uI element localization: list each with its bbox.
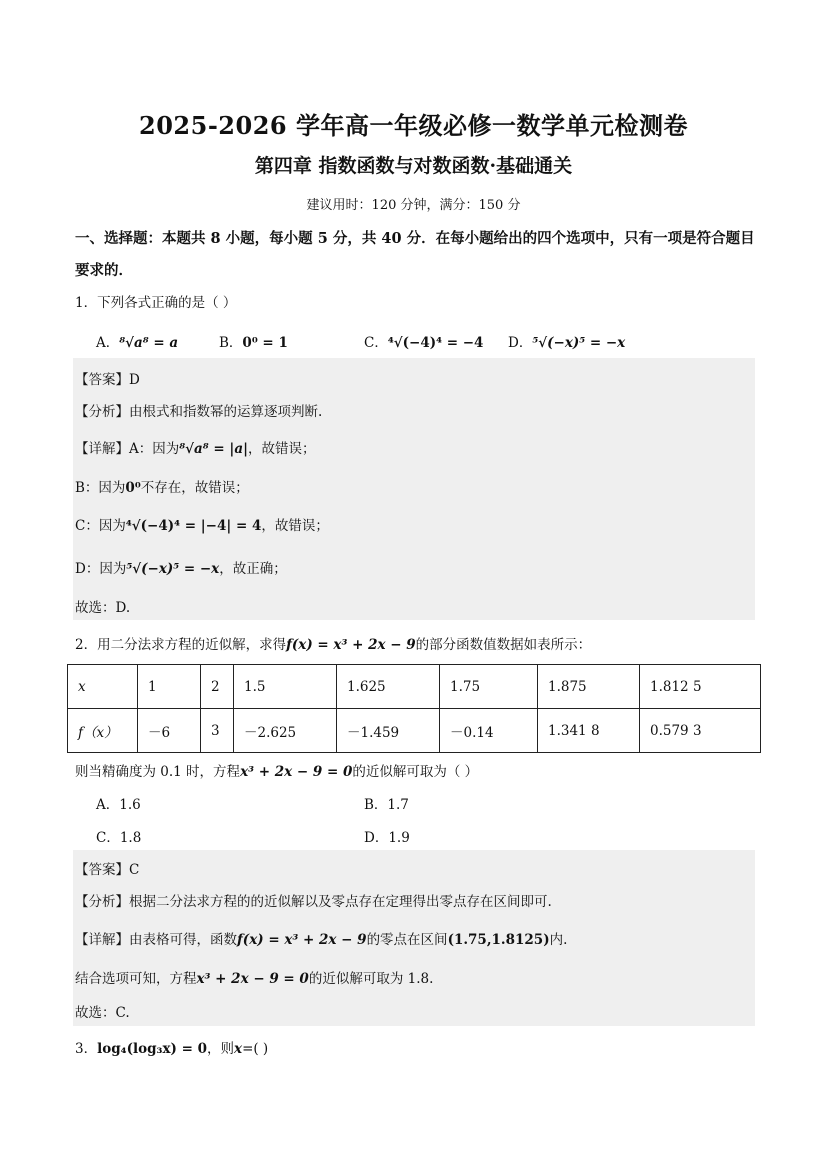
q1-option-c-label: C． (364, 335, 388, 351)
q2-detail-math: f(x) = x³ + 2x − 9 (237, 932, 367, 948)
q2-analysis (75, 890, 552, 910)
q1-detail-a-post: ，故错误； (247, 441, 316, 457)
table-cell: 1.875 (538, 665, 640, 709)
q1-stem: 1．下列各式正确的是（ ） (75, 295, 237, 311)
q3-stem (75, 1037, 268, 1057)
q3-stem-var: x (234, 1041, 243, 1057)
q1-detail-b (75, 476, 249, 496)
q2-combine-post: 的近似解可取为 1.8. (308, 971, 434, 987)
q2-detail-interval: (1.75,1.8125) (447, 932, 550, 948)
q2-detail-mid: 的零点在区间 (366, 932, 448, 948)
table-row (68, 665, 761, 709)
q1-analysis-tag: 【分析】 (75, 404, 129, 420)
table-cell: x (68, 665, 138, 709)
q1-option-a (96, 331, 178, 351)
q1-detail-d-pre: D：因为 (75, 561, 127, 577)
q1-answer: 【答案】D (75, 372, 140, 388)
q1-option-c (364, 331, 483, 351)
q2-stem (75, 633, 591, 653)
table-cell: －6 (138, 709, 201, 753)
q2-option-d: D．1.9 (364, 830, 410, 846)
page-title: 2025-2026 学年高一年级必修一数学单元检测卷 (139, 111, 688, 140)
q1-option-c-math: ⁴√(−4)⁴ = −4 (387, 335, 484, 351)
table-cell: 1.812 5 (640, 665, 761, 709)
q2-data-table (67, 664, 761, 753)
q1-detail-d-math: ⁵√(−x)⁵ = −x (126, 561, 220, 577)
q1-option-d-math: ⁵√(−x)⁵ = −x (532, 335, 626, 351)
q2-answer: 【答案】C (75, 862, 140, 878)
q1-detail-c (75, 514, 329, 534)
q2-combine-pre: 结合选项可知，方程 (75, 971, 197, 987)
q2-prompt (75, 760, 478, 780)
q2-combine-math: x³ + 2x − 9 = 0 (196, 971, 309, 987)
q1-option-d-label: D． (508, 335, 533, 351)
q1-detail-a-math: ⁸√a⁸ = |a| (179, 441, 248, 457)
q1-option-b (219, 331, 288, 351)
q1-analysis-text: 由根式和指数幂的运算逐项判断. (129, 404, 323, 420)
q2-combine (75, 967, 433, 987)
q2-stem-math: f(x) = x³ + 2x − 9 (286, 637, 416, 653)
table-cell: 1.341 8 (538, 709, 640, 753)
q1-option-b-label: B． (219, 335, 243, 351)
q2-option-a: A．1.6 (96, 797, 141, 813)
q1-detail-tag: 【详解】 (75, 441, 129, 457)
table-cell: 1.5 (234, 665, 337, 709)
q1-option-a-math: ⁸√a⁸ = a (119, 335, 179, 351)
table-cell: －1.459 (337, 709, 440, 753)
q2-option-c: C．1.8 (96, 830, 142, 846)
q2-analysis-text: 根据二分法求方程的的近似解以及零点存在定理得出零点存在区间即可. (129, 894, 552, 910)
q2-prompt-post: 的近似解可取为（ ） (352, 764, 479, 780)
table-cell: －0.14 (440, 709, 538, 753)
q2-detail-tag: 【详解】 (75, 932, 129, 948)
q2-option-b: B．1.7 (364, 797, 409, 813)
table-cell: 2 (201, 665, 234, 709)
q2-detail (75, 928, 567, 948)
q1-conclusion: 故选：D. (75, 600, 131, 616)
q1-option-b-math: 0⁰ = 1 (242, 335, 288, 351)
q2-analysis-tag: 【分析】 (75, 894, 129, 910)
q2-stem-post: 的部分函数值数据如表所示： (415, 637, 592, 653)
q1-analysis (75, 400, 322, 420)
exam-meta: 建议用时：120 分钟，满分：150 分 (306, 198, 521, 213)
q3-stem-math: log₄(log₃x) = 0 (97, 1041, 207, 1057)
table-cell: 1 (138, 665, 201, 709)
section-heading: 一、选择题：本题共 8 小题，每小题 5 分，共 40 分．在每小题给出的四个选项中，只有一项是符合题目要求的． (75, 230, 755, 279)
q2-prompt-pre: 则当精确度为 0.1 时，方程 (75, 764, 241, 780)
q1-detail-a (75, 437, 315, 457)
q2-detail-pre: 由表格可得，函数 (129, 932, 237, 948)
q3-stem-mid: ，则 (207, 1041, 234, 1057)
q1-detail-c-math: ⁴√(−4)⁴ = |−4| = 4 (125, 518, 262, 534)
q2-prompt-math: x³ + 2x − 9 = 0 (240, 764, 353, 780)
q1-detail-a-pre: A：因为 (129, 441, 180, 457)
q1-option-d (508, 331, 625, 351)
q1-detail-b-pre: B：因为 (75, 480, 126, 496)
q1-detail-b-post: 不存在，故错误； (140, 480, 249, 496)
table-cell: f（x） (68, 709, 138, 753)
table-cell: 1.625 (337, 665, 440, 709)
q2-detail-post: 内. (549, 932, 568, 948)
q1-detail-d-post: ，故正确； (219, 561, 287, 577)
q3-stem-pre: 3． (75, 1041, 98, 1057)
table-cell: 1.75 (440, 665, 538, 709)
page-subtitle: 第四章 指数函数与对数函数·基础通关 (254, 155, 573, 177)
table-cell: －2.625 (234, 709, 337, 753)
q1-detail-b-math: 0⁰ (125, 480, 141, 496)
q1-detail-c-pre: C：因为 (75, 518, 126, 534)
table-row (68, 709, 761, 753)
q2-stem-pre: 2．用二分法求方程的近似解，求得 (75, 637, 287, 653)
table-cell: 0.579 3 (640, 709, 761, 753)
q3-stem-post: =( ) (242, 1041, 269, 1057)
q1-option-a-label: A． (96, 335, 120, 351)
table-cell: 3 (201, 709, 234, 753)
q1-detail-c-post: ，故错误； (261, 518, 329, 534)
q2-conclusion: 故选：C. (75, 1005, 130, 1021)
q1-detail-d (75, 557, 287, 577)
